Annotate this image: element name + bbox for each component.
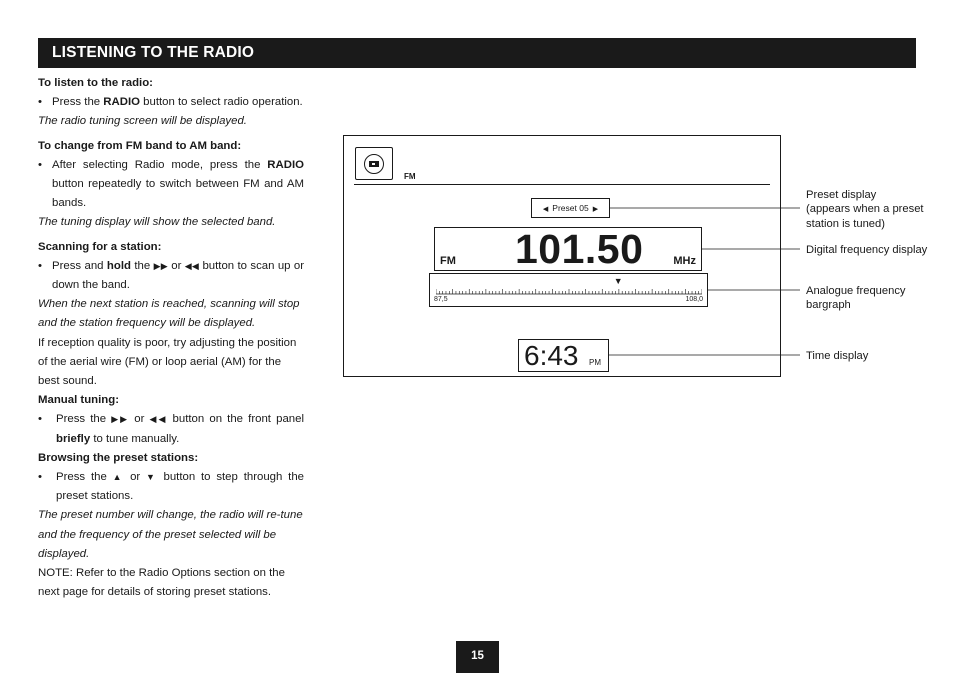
section-title: LISTENING TO THE RADIO <box>52 44 255 61</box>
fast-forward-icon: ▶▶ <box>153 260 168 271</box>
band-bullet: • After selecting Radio mode, press the RADIO button repeatedly to switch between FM and AM bands. <box>38 156 304 214</box>
browse-bullet: • Press the ▲ or ▼ button to step through the preset stations. <box>38 468 304 506</box>
time-callout: Time display <box>806 350 869 362</box>
page-number-box <box>456 641 499 673</box>
scan-note: When the next station is reached, scanning will stop and the station frequency will be displayed. <box>38 298 300 330</box>
scan-heading: Scanning for a station: <box>38 240 162 253</box>
bullet-dot: • <box>38 471 42 484</box>
preset-callout: Preset display (appears when a preset station is tuned) <box>806 189 924 230</box>
up-arrow-icon: ▲ <box>112 472 125 483</box>
tuning-marker-icon: ▼ <box>613 276 623 286</box>
down-arrow-icon: ▼ <box>146 472 158 483</box>
manual-bullet: • Press the ▶▶ or ◀◀ button on the front panel briefly to tune manually. <box>38 410 304 448</box>
time-ampm: PM <box>589 358 601 367</box>
listen-heading: To listen to the radio: <box>38 77 153 89</box>
scan-bullet: • Press and hold the ▶▶ or ◀◀ button to scan up or down the band. <box>38 257 304 295</box>
frequency-band: FM <box>440 255 456 267</box>
preset-label: Preset 05 <box>552 203 589 213</box>
browse-heading: Browsing the preset stations: <box>38 451 199 464</box>
manual-heading: Manual tuning: <box>38 394 119 407</box>
scan-reception-para: If reception quality is poor, try adjusting the position of the aerial wire (FM) or loop aerial (AM) for the best sound. <box>38 336 297 388</box>
rewind-icon: ◀◀ <box>149 414 168 425</box>
bullet-dot: • <box>38 96 42 109</box>
listen-bullet: • Press the RADIO button to select radio operation. <box>38 93 304 112</box>
digital-callout: Digital frequency display <box>806 244 928 256</box>
bargraph-max-label: 108,0 <box>685 296 703 303</box>
bullet-dot: • <box>38 158 42 171</box>
time-value: 6:43 <box>524 340 579 371</box>
frequency-value: 101.50 <box>515 226 644 272</box>
browse-footer-note: NOTE: Refer to the Radio Options section on the next page for details of storing preset stations. <box>38 567 285 599</box>
rewind-icon: ◀◀ <box>184 260 200 271</box>
fast-forward-icon: ▶▶ <box>111 414 130 425</box>
listen-note: The radio tuning screen will be displayed. <box>38 115 247 128</box>
bargraph-min-label: 87,5 <box>434 296 448 303</box>
preset-left-arrow-icon: ◀ <box>542 206 549 213</box>
browse-note: The preset number will change, the radio will re-tune and the frequency of the preset selected will be displayed. <box>38 509 303 560</box>
analogue-callout: Analogue frequency bargraph <box>806 285 906 312</box>
bullet-dot: • <box>38 259 42 272</box>
band-heading: To change from FM band to AM band: <box>38 139 242 152</box>
bullet-dot: • <box>38 413 42 426</box>
band-note: The tuning display will show the selected band. <box>38 216 276 229</box>
frequency-unit: MHz <box>673 255 696 267</box>
page-number: 15 <box>471 650 484 662</box>
preset-right-arrow-icon: ▶ <box>592 206 599 213</box>
band-indicator: FM <box>404 172 416 181</box>
